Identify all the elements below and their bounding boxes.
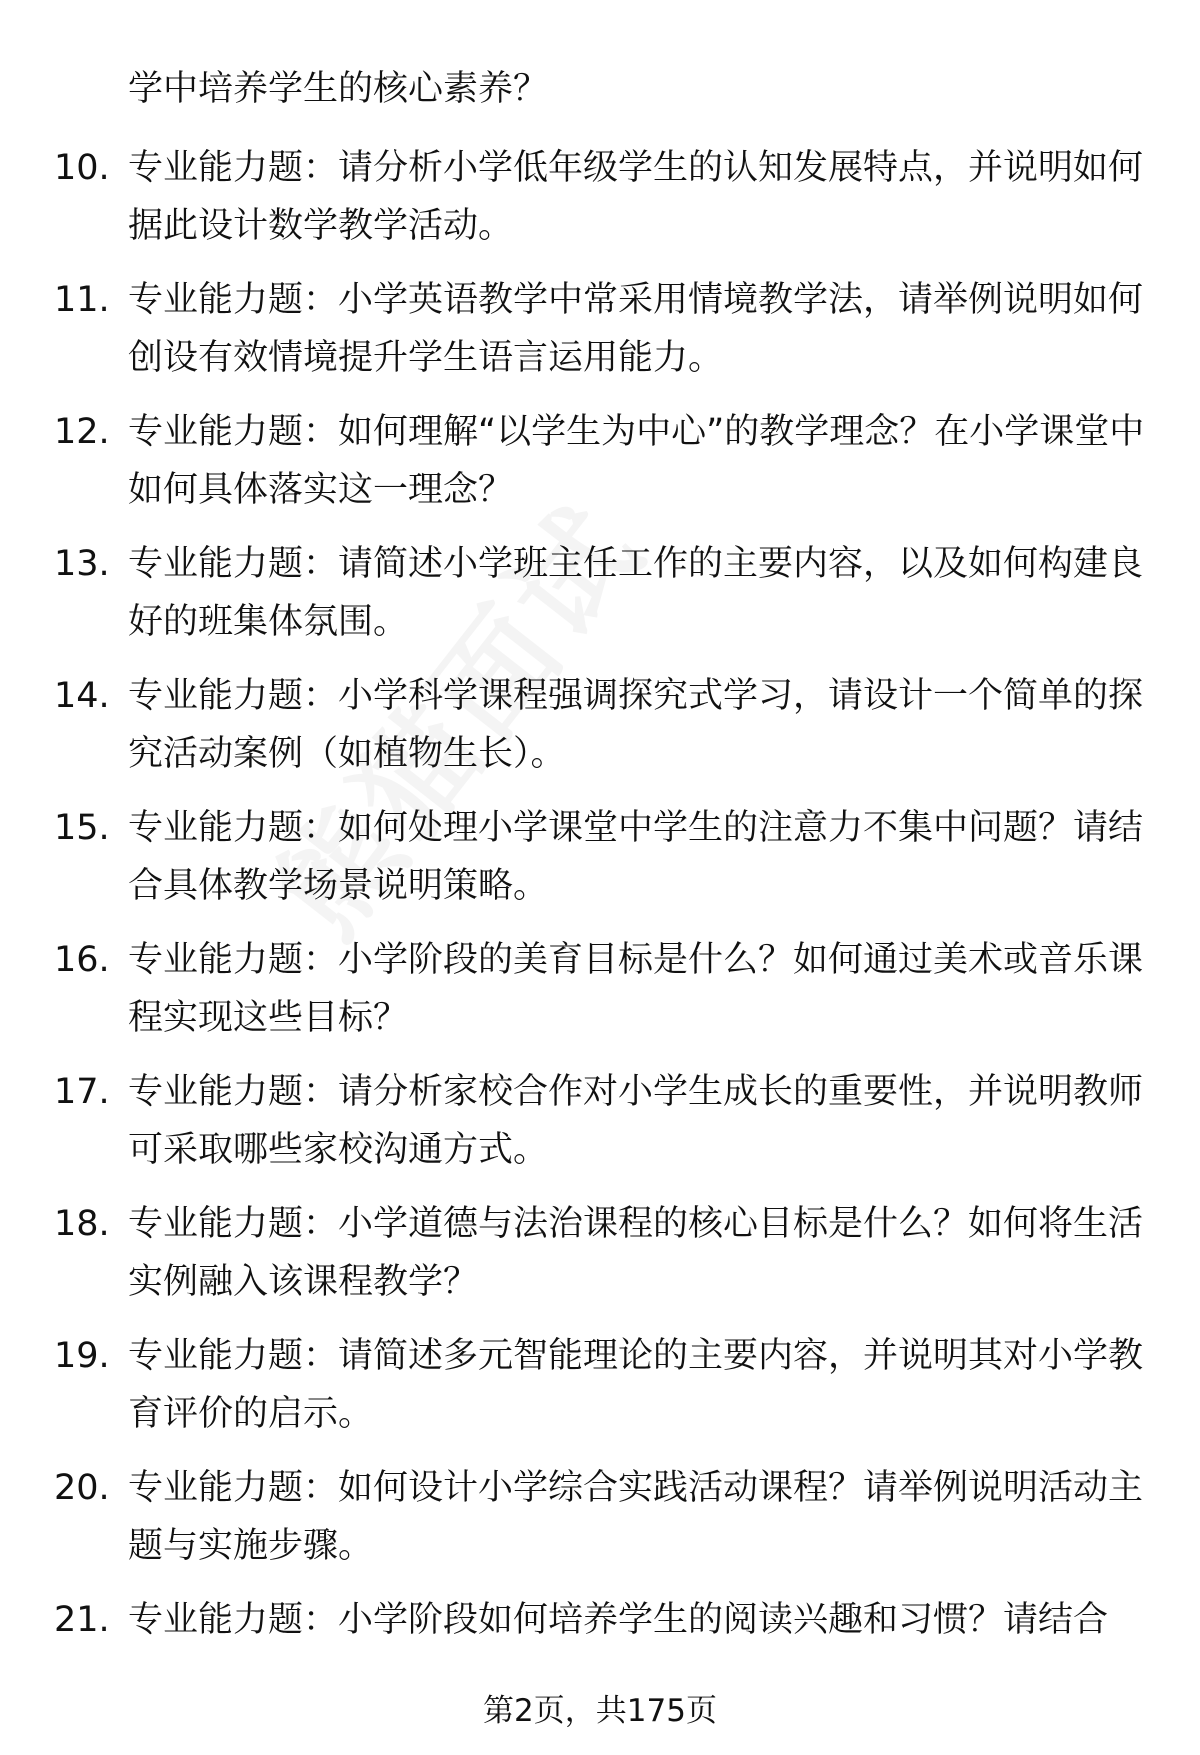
question-item xyxy=(0,139,1200,271)
question-text: 专业能力题：如何理解“以学生为中心”的教学理念？在小学课堂中如何具体落实这一理念？ xyxy=(128,412,1145,510)
question-text: 专业能力题：小学阶段的美育目标是什么？如何通过美术或音乐课程实现这些目标？ xyxy=(128,940,1144,1038)
question-text: 专业能力题：小学道德与法治课程的核心目标是什么？如何将生活实例融入该课程教学？ xyxy=(128,1204,1144,1302)
question-number: 19. xyxy=(54,1336,110,1376)
question-text: 专业能力题：如何处理小学课堂中学生的注意力不集中问题？请结合具体教学场景说明策略。 xyxy=(128,808,1144,906)
question-text: 专业能力题：请分析家校合作对小学生成长的重要性，并说明教师可采取哪些家校沟通方式。 xyxy=(128,1072,1144,1170)
question-item xyxy=(0,667,1200,799)
question-text: 专业能力题：请简述多元智能理论的主要内容，并说明其对小学教育评价的启示。 xyxy=(128,1336,1144,1434)
question-text: 专业能力题：请分析小学低年级学生的认知发展特点，并说明如何据此设计数学教学活动。 xyxy=(128,148,1144,246)
question-number: 12. xyxy=(54,412,110,452)
question-number: 17. xyxy=(54,1072,110,1112)
question-number: 10. xyxy=(54,148,110,188)
page-footer: 第2页，共175页 xyxy=(483,1693,717,1729)
question-number: 15. xyxy=(54,808,110,848)
question-item xyxy=(0,931,1200,1063)
question-text: 专业能力题：请简述小学班主任工作的主要内容，以及如何构建良好的班集体氛围。 xyxy=(128,544,1144,642)
question-number: 14. xyxy=(54,676,110,716)
question-number: 11. xyxy=(54,280,110,320)
question-text: 专业能力题：如何设计小学综合实践活动课程？请举例说明活动主题与实施步骤。 xyxy=(128,1468,1144,1566)
question-item xyxy=(0,1195,1200,1327)
question-number: 21. xyxy=(54,1600,110,1640)
question-text: 专业能力题：小学英语教学中常采用情境教学法，请举例说明如何创设有效情境提升学生语言运用能力。 xyxy=(128,280,1144,378)
question-item xyxy=(0,403,1200,535)
question-text: 专业能力题：小学阶段如何培养学生的阅读兴趣和习惯？请结合 xyxy=(128,1600,1109,1640)
question-item xyxy=(0,799,1200,931)
question-list xyxy=(0,139,1200,1723)
question-item xyxy=(0,535,1200,667)
question-item xyxy=(0,1063,1200,1195)
question-number: 18. xyxy=(54,1204,110,1244)
question-number: 20. xyxy=(54,1468,110,1508)
continued-question-text: 学中培养学生的核心素养？ xyxy=(128,69,549,109)
question-text: 专业能力题：小学科学课程强调探究式学习，请设计一个简单的探究活动案例（如植物生长）。 xyxy=(128,676,1144,774)
question-item xyxy=(0,1327,1200,1459)
question-item xyxy=(0,271,1200,403)
question-number: 16. xyxy=(54,940,110,980)
question-item xyxy=(0,1459,1200,1591)
question-number: 13. xyxy=(54,544,110,584)
